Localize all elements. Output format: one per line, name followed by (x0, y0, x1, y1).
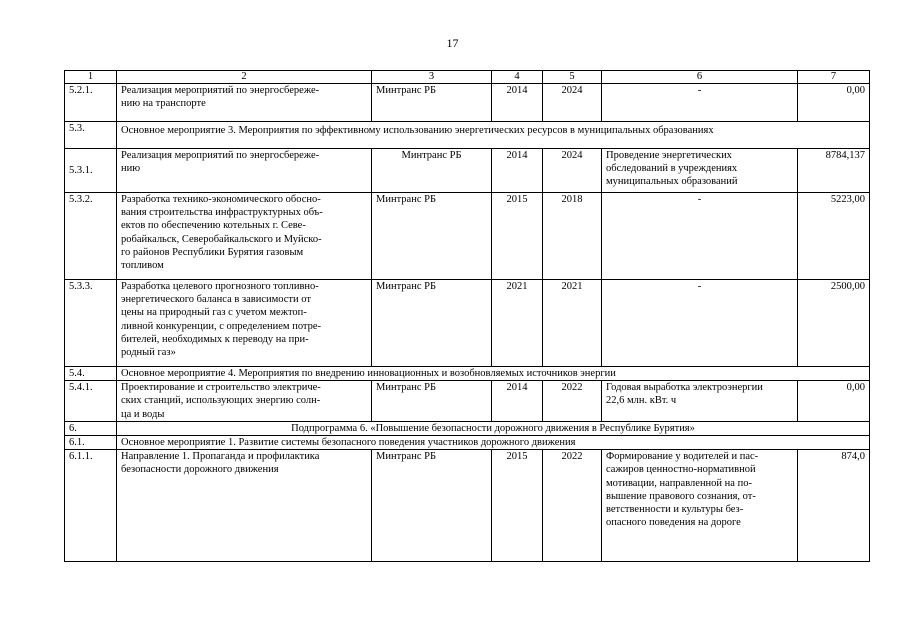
column-number: 7 (798, 71, 870, 84)
column-number: 2 (117, 71, 372, 84)
item-name: Проектирование и строительство электриче- ских станций, использующих энергию солн- ца и воды (117, 381, 372, 422)
table-row (65, 381, 870, 422)
funding-amount: 2500,00 (798, 280, 870, 367)
column-number: 6 (602, 71, 798, 84)
section-row (65, 122, 870, 149)
table-row (65, 84, 870, 122)
item-number: 6.1. (65, 436, 117, 450)
section-title: Основное мероприятие 3. Мероприятия по эффективному использованию энергетических ресурсов в муниципальных образованиях (117, 122, 870, 149)
expected-result: Проведение энергетических обследований в учреждениях муниципальных образований (602, 149, 798, 193)
end-year: 2022 (543, 381, 602, 422)
item-name: Реализация мероприятий по энергосбереже- нию (117, 149, 372, 193)
section-title: Основное мероприятие 1. Развитие системы безопасного поведения участников дорожного движения (117, 436, 870, 450)
start-year: 2021 (492, 280, 543, 367)
end-year: 2024 (543, 149, 602, 193)
item-number: 5.4. (65, 367, 117, 381)
funding-amount: 0,00 (798, 381, 870, 422)
expected-result: - (602, 193, 798, 280)
end-year: 2022 (543, 450, 602, 562)
funding-amount: 874,0 (798, 450, 870, 562)
page-number: 17 (446, 36, 459, 50)
executor: Минтранс РБ (372, 450, 492, 562)
expected-result: Годовая выработка электроэнергии 22,6 млн. кВт. ч (602, 381, 798, 422)
table-row (65, 193, 870, 280)
executor: Минтранс РБ (372, 149, 492, 193)
item-number: 6. (65, 421, 117, 435)
program-table (64, 70, 870, 562)
item-number: 6.1.1. (65, 450, 117, 562)
end-year: 2024 (543, 84, 602, 122)
start-year: 2014 (492, 381, 543, 422)
item-name: Разработка технико-экономического обосно- вания строительства инфраструктурных объ- ектов по обеспечению котельных г. Севе- робайкальск, Северобайкальского и Муйско- го районов Республики Бурятия газовым топливом (117, 193, 372, 280)
expected-result: - (602, 280, 798, 367)
expected-result: - (602, 84, 798, 122)
executor: Минтранс РБ (372, 84, 492, 122)
item-number: 5.3.1. (65, 149, 117, 193)
section-row (65, 436, 870, 450)
funding-amount: 0,00 (798, 84, 870, 122)
item-name: Направление 1. Пропаганда и профилактика безопасности дорожного движения (117, 450, 372, 562)
start-year: 2014 (492, 84, 543, 122)
column-number-row (65, 71, 870, 84)
item-number: 5.4.1. (65, 381, 117, 422)
item-number: 5.3. (65, 122, 117, 149)
end-year: 2021 (543, 280, 602, 367)
section-row (65, 367, 870, 381)
section-title: Подпрограмма 6. «Повышение безопасности дорожного движения в Республике Бурятия» (117, 421, 870, 435)
end-year: 2018 (543, 193, 602, 280)
table-row (65, 149, 870, 193)
column-number: 3 (372, 71, 492, 84)
column-number: 4 (492, 71, 543, 84)
item-name: Разработка целевого прогнозного топливно- энергетического баланса в зависимости от цены на природный газ с учетом межтоп- ливной конкуренции, с определением потре- бителей, необходимых к переводу на при- родный газ» (117, 280, 372, 367)
item-number: 5.2.1. (65, 84, 117, 122)
table-row (65, 450, 870, 562)
item-number: 5.3.2. (65, 193, 117, 280)
table-body (65, 71, 870, 562)
executor: Минтранс РБ (372, 280, 492, 367)
executor: Минтранс РБ (372, 381, 492, 422)
item-name: Реализация мероприятий по энергосбереже- нию на транспорте (117, 84, 372, 122)
start-year: 2014 (492, 149, 543, 193)
section-title: Основное мероприятие 4. Мероприятия по внедрению инновационных и возобновляемых источников энергии (117, 367, 870, 381)
executor: Минтранс РБ (372, 193, 492, 280)
start-year: 2015 (492, 193, 543, 280)
funding-amount: 8784,137 (798, 149, 870, 193)
table-row (65, 280, 870, 367)
item-number: 5.3.3. (65, 280, 117, 367)
expected-result: Формирование у водителей и пас- сажиров ценностно-нормативной мотивации, направленной на по- вышение правового сознания, от- ветственности и культуры без- опасного поведения на дороге (602, 450, 798, 562)
start-year: 2015 (492, 450, 543, 562)
column-number: 1 (65, 71, 117, 84)
funding-amount: 5223,00 (798, 193, 870, 280)
column-number: 5 (543, 71, 602, 84)
section-row (65, 421, 870, 435)
